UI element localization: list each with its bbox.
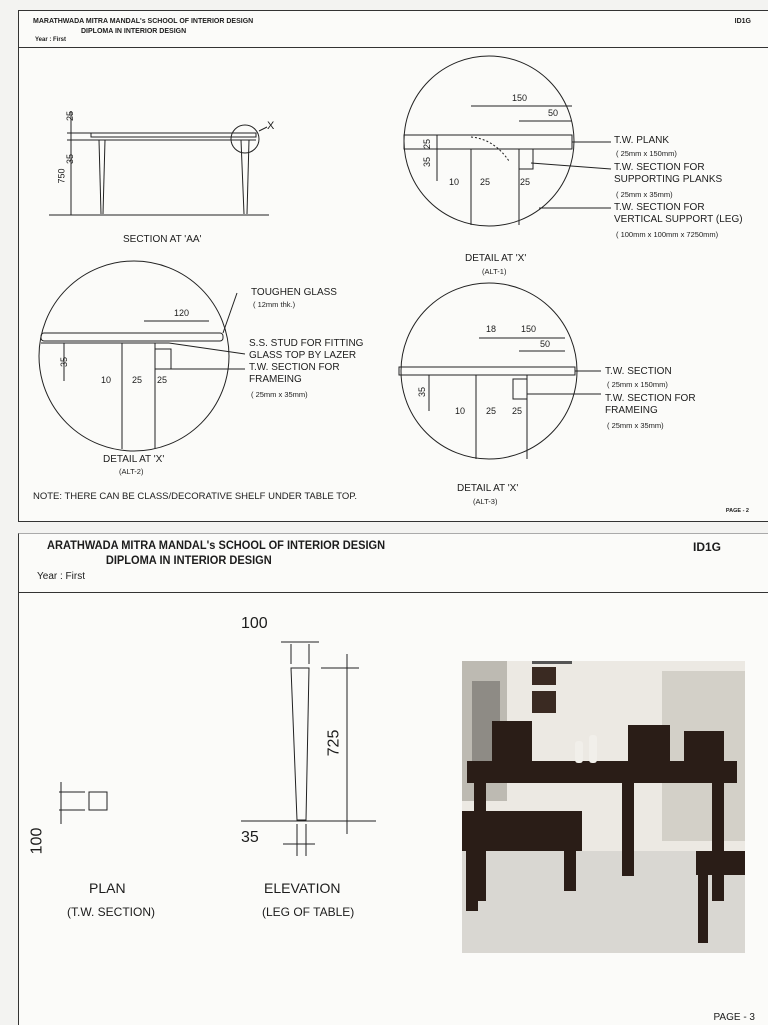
dining-set-illustration (462, 661, 745, 953)
alt2-label-frame-size: ( 25mm x 35mm) (251, 390, 308, 399)
alt2-dim-120: 120 (174, 308, 190, 318)
dining-set-photo (462, 661, 745, 953)
alt1-dim-150: 150 (512, 93, 528, 103)
alt3-dim-50: 50 (540, 339, 551, 349)
alt1-dim-35: 35 (422, 156, 433, 168)
alt1-label-support-2: SUPPORTING PLANKS (614, 174, 723, 185)
section-aa-title: SECTION AT 'AA' (123, 234, 202, 245)
elevation-title: ELEVATION (264, 880, 341, 896)
drawing-sheet-page-2 (18, 10, 768, 522)
plan-square (59, 782, 107, 824)
elevation-dim-bottom: 35 (241, 829, 259, 846)
alt1-sub: (ALT-1) (482, 267, 507, 276)
alt1-dim-25: 25 (422, 138, 433, 150)
alt1-label-plank: T.W. PLANK (614, 135, 670, 146)
alt1-label-leg-size: ( 100mm x 100mm x 7250mm) (616, 230, 719, 239)
alt3-label-frame-2: FRAMEING (605, 405, 658, 416)
section-marker: X (267, 120, 275, 132)
alt2-label-glass-size: ( 12mm thk.) (253, 300, 296, 309)
alt2-title: DETAIL AT 'X' (103, 454, 165, 465)
alt3-title: DETAIL AT 'X' (457, 483, 519, 494)
alt2-label-glass: TOUGHEN GLASS (251, 287, 337, 298)
alt2-label-frame-2: FRAMEING (249, 374, 302, 385)
page-number: PAGE - 2 (725, 508, 749, 514)
plan-sub: (T.W. SECTION) (67, 905, 155, 919)
alt1-dim-25a: 25 (480, 177, 491, 187)
plan-title: PLAN (89, 880, 126, 896)
elevation-sub: (LEG OF TABLE) (262, 905, 355, 919)
alt2-label-frame: T.W. SECTION FOR (249, 362, 340, 373)
alt3-dim-10: 10 (455, 406, 466, 416)
alt2-dim-25b: 25 (157, 375, 168, 385)
alt2-sub: (ALT-2) (119, 467, 144, 476)
dim-35: 35 (65, 153, 76, 165)
page-number: PAGE - 3 (713, 1012, 755, 1023)
alt2-dim-25a: 25 (132, 375, 143, 385)
alt1-label-support: T.W. SECTION FOR (614, 162, 705, 173)
alt1-label-plank-size: ( 25mm x 150mm) (616, 149, 677, 158)
elevation-leg (241, 642, 376, 856)
alt3-dim-18: 18 (486, 324, 497, 334)
alt2-label-stud: S.S. STUD FOR FITTING (249, 338, 364, 349)
year-label: Year : First (35, 37, 67, 43)
alt1-dim-50: 50 (548, 108, 559, 118)
school-name: ARATHWADA MITRA MANDAL's SCHOOL OF INTERIOR DESIGN (47, 538, 386, 552)
technical-drawings-svg (19, 11, 768, 521)
alt1-label-support-size: ( 25mm x 35mm) (616, 190, 673, 199)
section-aa-drawing (49, 111, 269, 215)
detail-alt3-drawing (399, 283, 577, 459)
alt1-label-leg: T.W. SECTION FOR (614, 202, 705, 213)
year-label: Year : First (37, 571, 85, 582)
alt1-label-leg-2: VERTICAL SUPPORT (LEG) (614, 214, 743, 225)
drawing-sheet-page-3 (18, 533, 768, 1025)
plan-dim: 100 (28, 827, 46, 855)
alt3-label-section-size: ( 25mm x 150mm) (607, 380, 668, 389)
elevation-dim-top: 100 (241, 615, 268, 632)
alt3-label-section: T.W. SECTION (605, 366, 672, 377)
alt3-dim-25a: 25 (486, 406, 497, 416)
alt3-dim-150: 150 (521, 324, 537, 334)
school-name: MARATHWADA MITRA MANDAL's SCHOOL OF INTERIOR DESIGN (33, 18, 254, 25)
diploma-name: DIPLOMA IN INTERIOR DESIGN (81, 28, 187, 35)
alt3-label-frame-size: ( 25mm x 35mm) (607, 421, 664, 430)
dim-750: 750 (56, 168, 67, 184)
alt2-dim-35: 35 (59, 356, 70, 368)
alt1-title: DETAIL AT 'X' (465, 253, 527, 264)
alt3-label-frame: T.W. SECTION FOR (605, 393, 696, 404)
course-code: ID1G (734, 18, 751, 25)
elevation-dim-height: 725 (325, 729, 343, 757)
diploma-name: DIPLOMA IN INTERIOR DESIGN (105, 553, 272, 567)
alt1-dim-10: 10 (449, 177, 460, 187)
alt3-dim-25b: 25 (512, 406, 523, 416)
alt1-dim-25b: 25 (520, 177, 531, 187)
detail-alt2-drawing (39, 261, 245, 451)
alt3-dim-35: 35 (417, 386, 428, 398)
note-text: NOTE: THERE CAN BE CLASS/DECORATIVE SHELF UNDER TABLE TOP. (33, 491, 357, 502)
alt2-dim-10: 10 (101, 375, 112, 385)
alt3-sub: (ALT-3) (473, 497, 498, 506)
dim-25: 25 (65, 110, 76, 122)
course-code: ID1G (692, 540, 721, 554)
alt2-label-stud-2: GLASS TOP BY LAZER (249, 350, 357, 361)
